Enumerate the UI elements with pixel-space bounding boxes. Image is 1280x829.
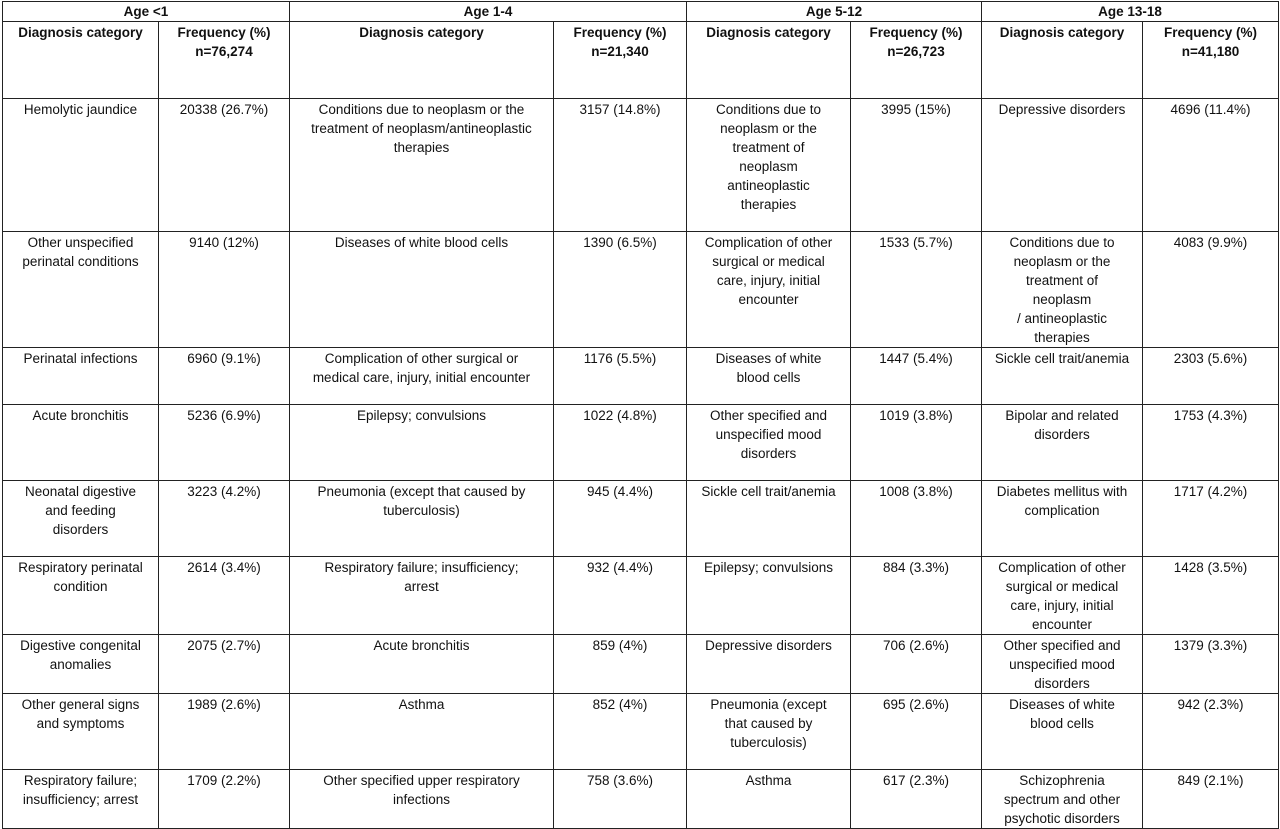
- table-row: [3, 405, 1279, 481]
- diagnosis-category-cell: Neonatal digestive and feeding disorders: [3, 481, 159, 557]
- frequency-cell: 5236 (6.9%): [159, 405, 290, 481]
- frequency-cell: 884 (3.3%): [851, 557, 982, 635]
- frequency-cell: 942 (2.3%): [1143, 694, 1279, 770]
- diagnosis-category-cell: Respiratory failure; insufficiency; arrest: [290, 557, 554, 635]
- table-row: [3, 481, 1279, 557]
- diagnosis-category-cell: Schizophrenia spectrum and other psychotic disorders: [982, 770, 1143, 829]
- diagnosis-category-cell: Respiratory failure; insufficiency; arrest: [3, 770, 159, 829]
- frequency-header: Frequency (%) n=26,723: [851, 22, 982, 99]
- diagnosis-category-header: Diagnosis category: [982, 22, 1143, 99]
- frequency-cell: 1379 (3.3%): [1143, 635, 1279, 694]
- diagnosis-category-cell: Hemolytic jaundice: [3, 99, 159, 232]
- diagnosis-category-cell: Other unspecified perinatal conditions: [3, 232, 159, 348]
- frequency-cell: 3223 (4.2%): [159, 481, 290, 557]
- diagnosis-category-cell: Complication of other surgical or medical care, injury, initial encounter: [982, 557, 1143, 635]
- diagnosis-category-cell: Pneumonia (except that caused by tuberculosis): [290, 481, 554, 557]
- diagnosis-category-cell: Acute bronchitis: [3, 405, 159, 481]
- diagnosis-category-cell: Other general signs and symptoms: [3, 694, 159, 770]
- frequency-cell: 1989 (2.6%): [159, 694, 290, 770]
- frequency-cell: 20338 (26.7%): [159, 99, 290, 232]
- diagnosis-category-cell: Complication of other surgical or medical care, injury, initial encounter: [290, 348, 554, 405]
- diagnosis-category-cell: Diabetes mellitus with complication: [982, 481, 1143, 557]
- diagnosis-category-header: Diagnosis category: [687, 22, 851, 99]
- diagnosis-category-cell: Asthma: [687, 770, 851, 829]
- frequency-header: Frequency (%) n=41,180: [1143, 22, 1279, 99]
- frequency-cell: 4696 (11.4%): [1143, 99, 1279, 232]
- frequency-cell: 695 (2.6%): [851, 694, 982, 770]
- diagnosis-category-cell: Conditions due to neoplasm or the treatment of neoplasm antineoplastic therapies: [687, 99, 851, 232]
- frequency-cell: 2614 (3.4%): [159, 557, 290, 635]
- frequency-cell: 9140 (12%): [159, 232, 290, 348]
- diagnosis-category-cell: Sickle cell trait/anemia: [982, 348, 1143, 405]
- table-row: [3, 99, 1279, 232]
- diagnosis-category-header: Diagnosis category: [3, 22, 159, 99]
- table-body: [3, 99, 1279, 829]
- frequency-cell: 706 (2.6%): [851, 635, 982, 694]
- table-row: [3, 557, 1279, 635]
- table-row: [3, 232, 1279, 348]
- frequency-cell: 859 (4%): [554, 635, 687, 694]
- age-group-header: Age <1: [3, 2, 290, 22]
- frequency-cell: 758 (3.6%): [554, 770, 687, 829]
- age-group-header: Age 13-18: [982, 2, 1279, 22]
- column-header-row: [3, 22, 1279, 99]
- frequency-cell: 1022 (4.8%): [554, 405, 687, 481]
- diagnosis-category-cell: Epilepsy; convulsions: [687, 557, 851, 635]
- table-row: [3, 770, 1279, 829]
- table-row: [3, 694, 1279, 770]
- frequency-cell: 1008 (3.8%): [851, 481, 982, 557]
- frequency-cell: 3157 (14.8%): [554, 99, 687, 232]
- diagnosis-category-cell: Other specified upper respiratory infections: [290, 770, 554, 829]
- table-row: [3, 635, 1279, 694]
- frequency-cell: 1447 (5.4%): [851, 348, 982, 405]
- diagnosis-category-cell: Other specified and unspecified mood disorders: [687, 405, 851, 481]
- diagnosis-category-cell: Acute bronchitis: [290, 635, 554, 694]
- frequency-cell: 1717 (4.2%): [1143, 481, 1279, 557]
- diagnosis-category-cell: Respiratory perinatal condition: [3, 557, 159, 635]
- age-group-header: Age 5-12: [687, 2, 982, 22]
- frequency-header: Frequency (%) n=76,274: [159, 22, 290, 99]
- diagnosis-category-cell: Conditions due to neoplasm or the treatment of neoplasm / antineoplastic therapies: [982, 232, 1143, 348]
- diagnosis-frequency-table: [2, 1, 1279, 829]
- frequency-header: Frequency (%) n=21,340: [554, 22, 687, 99]
- diagnosis-category-cell: Other specified and unspecified mood disorders: [982, 635, 1143, 694]
- frequency-cell: 6960 (9.1%): [159, 348, 290, 405]
- diagnosis-category-cell: Epilepsy; convulsions: [290, 405, 554, 481]
- diagnosis-category-cell: Depressive disorders: [687, 635, 851, 694]
- diagnosis-category-cell: Complication of other surgical or medical care, injury, initial encounter: [687, 232, 851, 348]
- frequency-cell: 852 (4%): [554, 694, 687, 770]
- frequency-cell: 617 (2.3%): [851, 770, 982, 829]
- diagnosis-category-cell: Diseases of white blood cells: [290, 232, 554, 348]
- diagnosis-category-header: Diagnosis category: [290, 22, 554, 99]
- diagnosis-category-cell: Digestive congenital anomalies: [3, 635, 159, 694]
- frequency-cell: 1533 (5.7%): [851, 232, 982, 348]
- frequency-cell: 2303 (5.6%): [1143, 348, 1279, 405]
- frequency-cell: 1753 (4.3%): [1143, 405, 1279, 481]
- age-group-header-row: [3, 2, 1279, 22]
- frequency-cell: 1390 (6.5%): [554, 232, 687, 348]
- frequency-cell: 1176 (5.5%): [554, 348, 687, 405]
- table-row: [3, 348, 1279, 405]
- age-group-header: Age 1-4: [290, 2, 687, 22]
- frequency-cell: 1428 (3.5%): [1143, 557, 1279, 635]
- diagnosis-category-cell: Sickle cell trait/anemia: [687, 481, 851, 557]
- frequency-cell: 2075 (2.7%): [159, 635, 290, 694]
- frequency-cell: 1019 (3.8%): [851, 405, 982, 481]
- frequency-cell: 4083 (9.9%): [1143, 232, 1279, 348]
- diagnosis-category-cell: Bipolar and related disorders: [982, 405, 1143, 481]
- diagnosis-category-cell: Diseases of white blood cells: [687, 348, 851, 405]
- frequency-cell: 1709 (2.2%): [159, 770, 290, 829]
- diagnosis-category-cell: Asthma: [290, 694, 554, 770]
- frequency-cell: 945 (4.4%): [554, 481, 687, 557]
- diagnosis-category-cell: Perinatal infections: [3, 348, 159, 405]
- frequency-cell: 849 (2.1%): [1143, 770, 1279, 829]
- diagnosis-category-cell: Conditions due to neoplasm or the treatment of neoplasm/antineoplastic therapies: [290, 99, 554, 232]
- diagnosis-category-cell: Diseases of white blood cells: [982, 694, 1143, 770]
- frequency-cell: 3995 (15%): [851, 99, 982, 232]
- diagnosis-category-cell: Depressive disorders: [982, 99, 1143, 232]
- diagnosis-category-cell: Pneumonia (except that caused by tuberculosis): [687, 694, 851, 770]
- frequency-cell: 932 (4.4%): [554, 557, 687, 635]
